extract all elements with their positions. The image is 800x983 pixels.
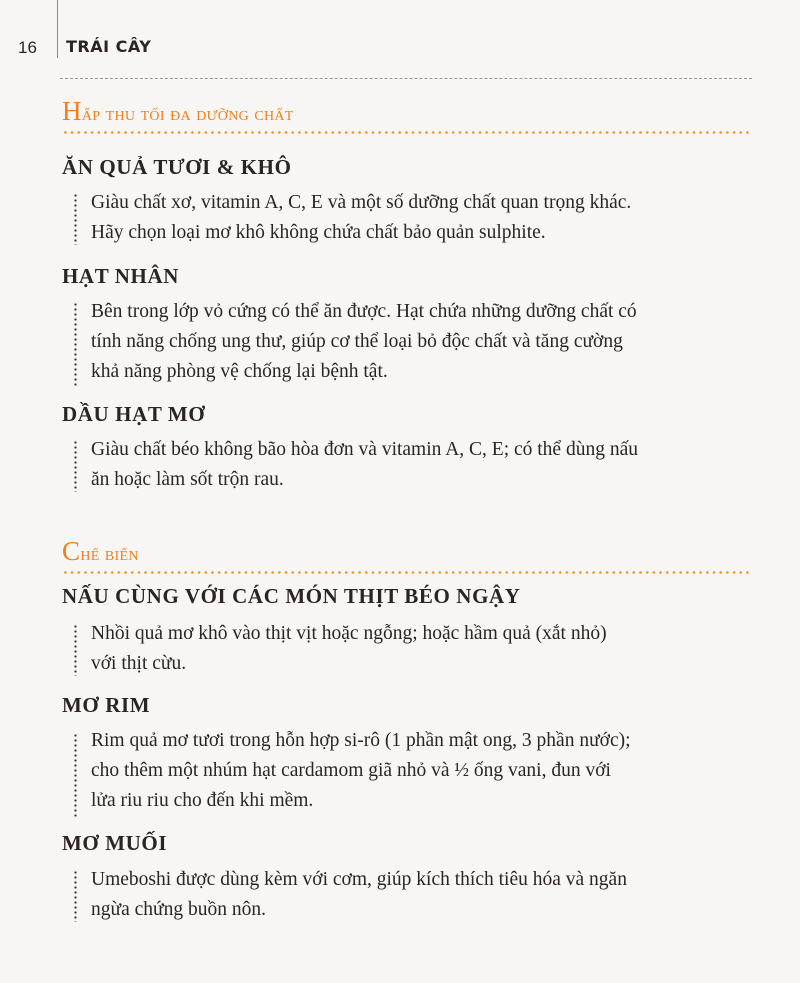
body-line: cho thêm một nhúm hạt cardamom giã nhỏ và ½ ống vani, đun với: [91, 760, 611, 781]
section-title-text: ấp thu tối đa dưỡng chất: [81, 103, 294, 125]
section-title-initial: H: [62, 96, 82, 126]
item-title-apricot-oil: DẦU HẠT MƠ: [62, 402, 206, 426]
body-line: Umeboshi được dùng kèm với cơm, giúp kích thích tiêu hóa và ngăn: [91, 869, 627, 890]
dotted-bar: [74, 193, 77, 245]
body-line: Rim quả mơ tươi trong hỗn hợp si-rô (1 phần mật ong, 3 phần nước);: [91, 730, 631, 751]
item-body-cook-with-meat: [91, 619, 761, 679]
body-line: Giàu chất béo không bão hòa đơn và vitamin A, C, E; có thể dùng nấu: [91, 439, 638, 460]
item-body-fresh-dried: [91, 188, 761, 248]
dotted-bar: [74, 302, 77, 386]
body-line: khả năng phòng vệ chống lại bệnh tật.: [91, 361, 388, 382]
item-title-kernel: HẠT NHÂN: [62, 264, 180, 288]
page-number: 16: [18, 38, 37, 57]
section-divider: [62, 571, 752, 574]
item-title-poached-apricots: MƠ RIM: [62, 693, 151, 717]
body-line: lửa riu riu cho đến khi mềm.: [91, 790, 314, 811]
header-divider: [60, 78, 752, 79]
dotted-bar: [74, 624, 77, 676]
item-body-apricot-oil: [91, 435, 761, 495]
dotted-bar: [74, 870, 77, 922]
body-line: tính năng chống ung thư, giúp cơ thể loại bỏ độc chất và tăng cường: [91, 331, 623, 352]
body-line: với thịt cừu.: [91, 653, 187, 674]
section-divider: [62, 131, 752, 134]
item-title-salted-apricots: MƠ MUỐI: [62, 831, 168, 855]
dotted-bar: [74, 733, 77, 817]
item-body-salted-apricots: [91, 865, 761, 925]
body-line: Nhồi quả mơ khô vào thịt vịt hoặc ngỗng; hoặc hầm quả (xắt nhỏ): [91, 623, 607, 644]
body-line: ngừa chứng buồn nôn.: [91, 899, 266, 920]
section-title-initial: C: [62, 536, 81, 566]
body-line: Bên trong lớp vỏ cứng có thể ăn được. Hạt chứa những dưỡng chất có: [91, 301, 637, 322]
running-head: TRÁI CÂY: [66, 37, 152, 56]
item-body-poached-apricots: [91, 726, 761, 816]
body-line: Hãy chọn loại mơ khô không chứa chất bảo quản sulphite.: [91, 222, 546, 243]
item-body-kernel: [91, 297, 761, 387]
section-title-text: hế biến: [80, 543, 139, 565]
section-title-absorb-nutrients: [62, 96, 294, 127]
item-title-cook-with-meat: NẤU CÙNG VỚI CÁC MÓN THỊT BÉO NGẬY: [62, 584, 521, 608]
section-title-preparation: [62, 536, 139, 567]
header-vertical-rule: [57, 0, 58, 58]
body-line: ăn hoặc làm sốt trộn rau.: [91, 469, 284, 490]
item-title-fresh-dried: ĂN QUẢ TƯƠI & KHÔ: [62, 155, 292, 179]
dotted-bar: [74, 440, 77, 492]
body-line: Giàu chất xơ, vitamin A, C, E và một số dưỡng chất quan trọng khác.: [91, 192, 632, 213]
